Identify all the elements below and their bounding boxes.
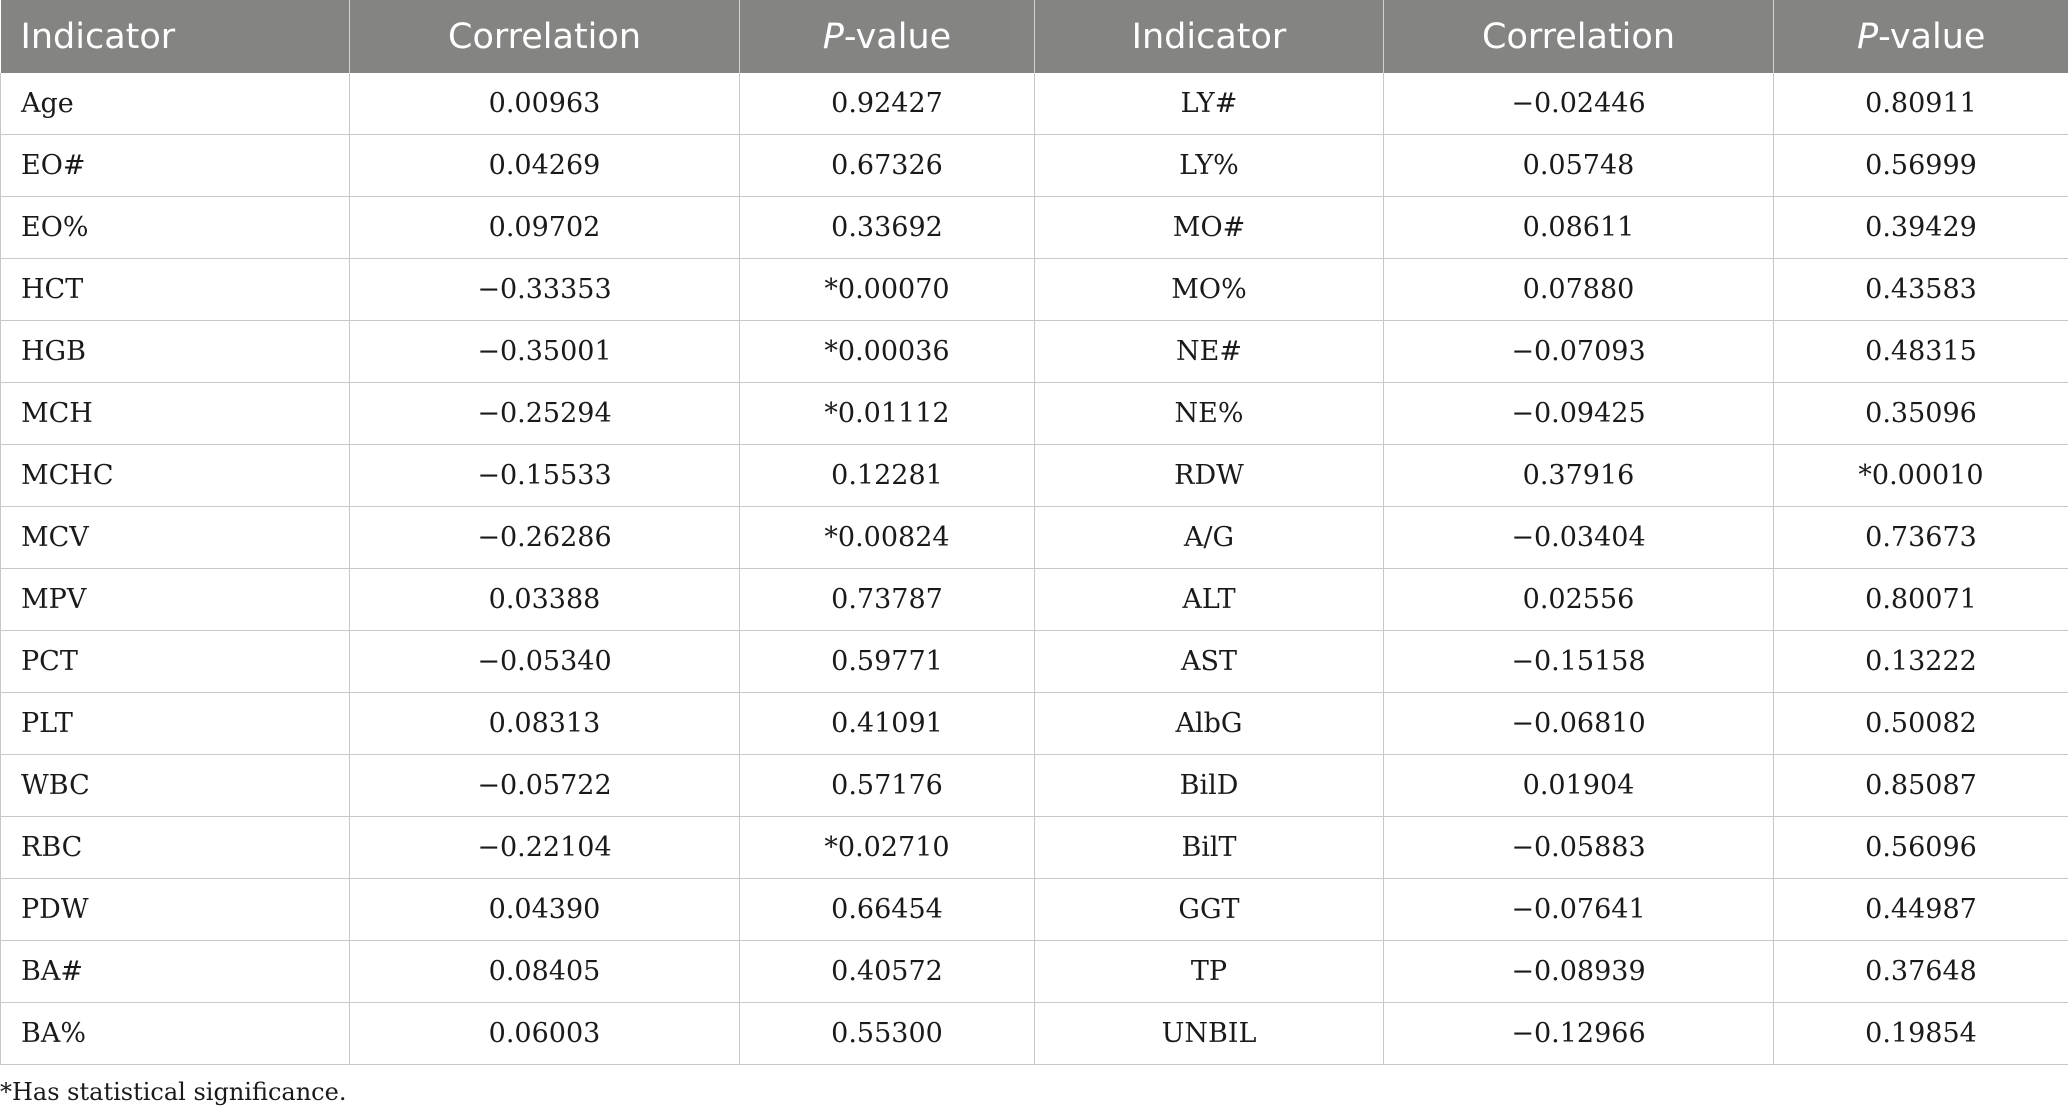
cell-pvalue-right: 0.19854 — [1774, 1003, 2068, 1065]
cell-indicator-right: LY% — [1035, 135, 1384, 197]
cell-indicator-left: MCV — [1, 507, 350, 569]
cell-indicator-right: NE# — [1035, 321, 1384, 383]
table-row — [1, 73, 2068, 135]
cell-indicator-left: PDW — [1, 879, 350, 941]
table-body — [1, 73, 2068, 1065]
cell-indicator-right: TP — [1035, 941, 1384, 1003]
cell-correlation-left: −0.25294 — [350, 383, 740, 445]
header-pvalue-left-suffix: -value — [843, 16, 952, 57]
cell-correlation-right: 0.01904 — [1384, 755, 1774, 817]
cell-correlation-left: −0.05340 — [350, 631, 740, 693]
cell-correlation-left: 0.08405 — [350, 941, 740, 1003]
table-row — [1, 507, 2068, 569]
cell-pvalue-right: 0.35096 — [1774, 383, 2068, 445]
cell-pvalue-left: 0.92427 — [740, 73, 1035, 135]
table-row — [1, 197, 2068, 259]
table-row — [1, 817, 2068, 879]
cell-pvalue-left: *0.00036 — [740, 321, 1035, 383]
cell-correlation-left: −0.15533 — [350, 445, 740, 507]
cell-correlation-left: 0.09702 — [350, 197, 740, 259]
cell-indicator-left: PLT — [1, 693, 350, 755]
cell-correlation-right: −0.09425 — [1384, 383, 1774, 445]
cell-indicator-left: HGB — [1, 321, 350, 383]
table-row — [1, 693, 2068, 755]
cell-pvalue-left: 0.67326 — [740, 135, 1035, 197]
cell-indicator-right: BilT — [1035, 817, 1384, 879]
cell-pvalue-left: 0.41091 — [740, 693, 1035, 755]
header-pvalue-left — [740, 0, 1035, 73]
table-row — [1, 941, 2068, 1003]
table-row — [1, 755, 2068, 817]
cell-pvalue-left: *0.01112 — [740, 383, 1035, 445]
cell-correlation-right: 0.02556 — [1384, 569, 1774, 631]
cell-pvalue-left: 0.59771 — [740, 631, 1035, 693]
cell-correlation-right: −0.06810 — [1384, 693, 1774, 755]
cell-correlation-right: −0.12966 — [1384, 1003, 1774, 1065]
cell-correlation-right: 0.37916 — [1384, 445, 1774, 507]
cell-pvalue-right: 0.80911 — [1774, 73, 2068, 135]
cell-indicator-right: LY# — [1035, 73, 1384, 135]
table-row — [1, 383, 2068, 445]
cell-correlation-left: 0.08313 — [350, 693, 740, 755]
cell-pvalue-left: 0.55300 — [740, 1003, 1035, 1065]
cell-indicator-right: NE% — [1035, 383, 1384, 445]
cell-pvalue-left: *0.00824 — [740, 507, 1035, 569]
cell-correlation-left: −0.22104 — [350, 817, 740, 879]
header-row — [1, 0, 2068, 73]
header-pvalue-right — [1774, 0, 2068, 73]
cell-pvalue-right: 0.43583 — [1774, 259, 2068, 321]
cell-correlation-left: −0.05722 — [350, 755, 740, 817]
cell-pvalue-right: 0.56999 — [1774, 135, 2068, 197]
cell-correlation-left: −0.35001 — [350, 321, 740, 383]
cell-indicator-left: MPV — [1, 569, 350, 631]
cell-pvalue-right: 0.80071 — [1774, 569, 2068, 631]
cell-pvalue-right: 0.85087 — [1774, 755, 2068, 817]
cell-indicator-left: EO% — [1, 197, 350, 259]
cell-pvalue-right: 0.50082 — [1774, 693, 2068, 755]
footnote: *Has statistical significance. — [0, 1078, 347, 1106]
cell-correlation-right: −0.03404 — [1384, 507, 1774, 569]
table-row — [1, 631, 2068, 693]
cell-correlation-right: 0.05748 — [1384, 135, 1774, 197]
cell-pvalue-left: *0.02710 — [740, 817, 1035, 879]
cell-correlation-left: 0.04390 — [350, 879, 740, 941]
cell-indicator-right: MO# — [1035, 197, 1384, 259]
table-row — [1, 321, 2068, 383]
cell-pvalue-right: 0.48315 — [1774, 321, 2068, 383]
header-pvalue-right-p: P — [1857, 16, 1879, 57]
cell-pvalue-left: 0.66454 — [740, 879, 1035, 941]
header-indicator-right: Indicator — [1035, 0, 1384, 73]
table-row — [1, 569, 2068, 631]
cell-indicator-right: A/G — [1035, 507, 1384, 569]
cell-indicator-right: AlbG — [1035, 693, 1384, 755]
header-pvalue-right-suffix: -value — [1878, 16, 1986, 57]
cell-pvalue-left: 0.12281 — [740, 445, 1035, 507]
cell-indicator-right: ALT — [1035, 569, 1384, 631]
cell-indicator-left: Age — [1, 73, 350, 135]
cell-indicator-right: RDW — [1035, 445, 1384, 507]
table-row — [1, 259, 2068, 321]
cell-indicator-left: WBC — [1, 755, 350, 817]
cell-pvalue-right: 0.39429 — [1774, 197, 2068, 259]
table-row — [1, 879, 2068, 941]
cell-correlation-right: 0.07880 — [1384, 259, 1774, 321]
cell-pvalue-left: *0.00070 — [740, 259, 1035, 321]
cell-pvalue-left: 0.73787 — [740, 569, 1035, 631]
cell-indicator-left: HCT — [1, 259, 350, 321]
cell-indicator-left: BA% — [1, 1003, 350, 1065]
cell-pvalue-left: 0.40572 — [740, 941, 1035, 1003]
cell-pvalue-right: 0.73673 — [1774, 507, 2068, 569]
cell-pvalue-right: 0.56096 — [1774, 817, 2068, 879]
header-correlation-left: Correlation — [350, 0, 740, 73]
table-row — [1, 445, 2068, 507]
cell-pvalue-left: 0.33692 — [740, 197, 1035, 259]
cell-correlation-right: −0.05883 — [1384, 817, 1774, 879]
cell-correlation-left: −0.33353 — [350, 259, 740, 321]
cell-indicator-left: BA# — [1, 941, 350, 1003]
header-indicator-left: Indicator — [1, 0, 350, 73]
cell-indicator-left: MCH — [1, 383, 350, 445]
cell-pvalue-right: *0.00010 — [1774, 445, 2068, 507]
cell-indicator-right: UNBIL — [1035, 1003, 1384, 1065]
cell-correlation-right: −0.07641 — [1384, 879, 1774, 941]
cell-indicator-right: BilD — [1035, 755, 1384, 817]
header-correlation-right: Correlation — [1384, 0, 1774, 73]
cell-pvalue-right: 0.13222 — [1774, 631, 2068, 693]
cell-indicator-left: MCHC — [1, 445, 350, 507]
cell-correlation-right: −0.02446 — [1384, 73, 1774, 135]
cell-correlation-right: 0.08611 — [1384, 197, 1774, 259]
cell-indicator-right: GGT — [1035, 879, 1384, 941]
cell-correlation-left: 0.06003 — [350, 1003, 740, 1065]
cell-pvalue-right: 0.44987 — [1774, 879, 2068, 941]
cell-correlation-right: −0.08939 — [1384, 941, 1774, 1003]
cell-correlation-left: 0.00963 — [350, 73, 740, 135]
header-pvalue-left-p: P — [822, 16, 844, 57]
cell-correlation-left: −0.26286 — [350, 507, 740, 569]
cell-indicator-right: AST — [1035, 631, 1384, 693]
cell-pvalue-right: 0.37648 — [1774, 941, 2068, 1003]
cell-indicator-left: PCT — [1, 631, 350, 693]
cell-indicator-left: EO# — [1, 135, 350, 197]
cell-correlation-left: 0.04269 — [350, 135, 740, 197]
cell-correlation-right: −0.15158 — [1384, 631, 1774, 693]
table-row — [1, 1003, 2068, 1065]
table-row — [1, 135, 2068, 197]
cell-indicator-left: RBC — [1, 817, 350, 879]
cell-pvalue-left: 0.57176 — [740, 755, 1035, 817]
cell-correlation-right: −0.07093 — [1384, 321, 1774, 383]
cell-correlation-left: 0.03388 — [350, 569, 740, 631]
cell-indicator-right: MO% — [1035, 259, 1384, 321]
